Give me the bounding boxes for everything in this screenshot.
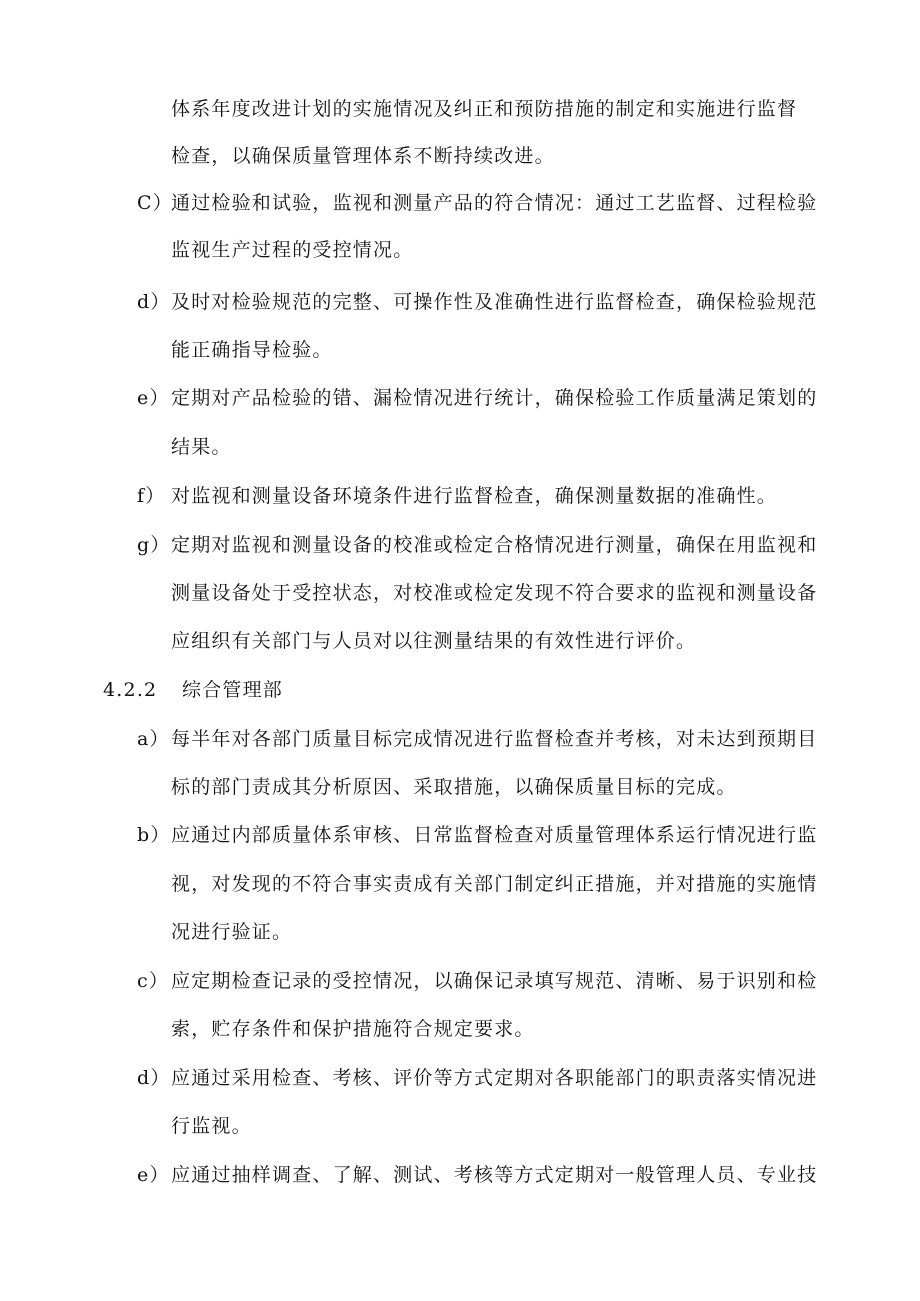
list-item-line: 索，贮存条件和保护措施符合规定要求。 (171, 1018, 535, 1040)
list-item-line: 对监视和测量设备环境条件进行监督检查，确保测量数据的准确性。 (171, 485, 778, 507)
section-number: 4.2.2 (103, 679, 158, 701)
list-item-marker: c） (137, 970, 170, 992)
list-item-line: 况进行验证。 (171, 921, 293, 943)
intro-line-2: 检查，以确保质量管理体系不断持续改进。 (171, 145, 555, 167)
list-item-marker: a） (137, 728, 170, 750)
list-item-line: 应通过抽样调查、了解、测试、考核等方式定期对一般管理人员、专业技 (171, 1164, 818, 1186)
list-item-marker: d） (137, 291, 171, 313)
list-item-marker: g） (137, 534, 171, 556)
list-item-line: 标的部门责成其分析原因、采取措施，以确保质量目标的完成。 (171, 776, 737, 798)
list-item-marker: e） (137, 1164, 170, 1186)
list-item-marker: e） (137, 387, 170, 409)
list-item-line: 应定期检查记录的受控情况，以确保记录填写规范、清晰、易于识别和检 (171, 970, 818, 992)
list-item-line: 每半年对各部门质量目标完成情况进行监督检查并考核，对未达到预期目 (171, 728, 818, 750)
list-item-line: 及时对检验规范的完整、可操作性及准确性进行监督检查，确保检验规范 (171, 291, 818, 313)
list-item-line: 结果。 (171, 436, 232, 458)
list-item-line: 定期对监视和测量设备的校准或检定合格情况进行测量，确保在用监视和 (171, 534, 818, 556)
list-item-line: 应组织有关部门与人员对以往测量结果的有效性进行评价。 (171, 630, 697, 652)
section-title: 综合管理部 (182, 679, 284, 701)
list-item-line: 定期对产品检验的错、漏检情况进行统计，确保检验工作质量满足策划的 (171, 387, 818, 409)
list-item-line: 能正确指导检验。 (171, 339, 333, 361)
list-item-line: 监视生产过程的受控情况。 (171, 239, 414, 261)
list-item-marker: C） (137, 192, 173, 214)
list-item-line: 行监视。 (171, 1115, 252, 1137)
list-item-line: 应通过内部质量体系审核、日常监督检查对质量管理体系运行情况进行监 (171, 824, 818, 846)
list-item-line: 通过检验和试验，监视和测量产品的符合情况：通过工艺监督、过程检验 (171, 192, 818, 214)
list-item-marker: b） (137, 824, 171, 846)
list-item-line: 应通过采用检查、考核、评价等方式定期对各职能部门的职责落实情况进 (171, 1067, 818, 1089)
list-item-line: 视，对发现的不符合事实责成有关部门制定纠正措施，并对措施的实施情 (171, 873, 818, 895)
intro-line-1: 体系年度改进计划的实施情况及纠正和预防措施的制定和实施进行监督 (171, 98, 798, 120)
list-item-marker: d） (137, 1067, 171, 1089)
list-item-line: 测量设备处于受控状态，对校准或检定发现不符合要求的监视和测量设备 (171, 582, 818, 604)
list-item-marker: f） (137, 485, 166, 507)
